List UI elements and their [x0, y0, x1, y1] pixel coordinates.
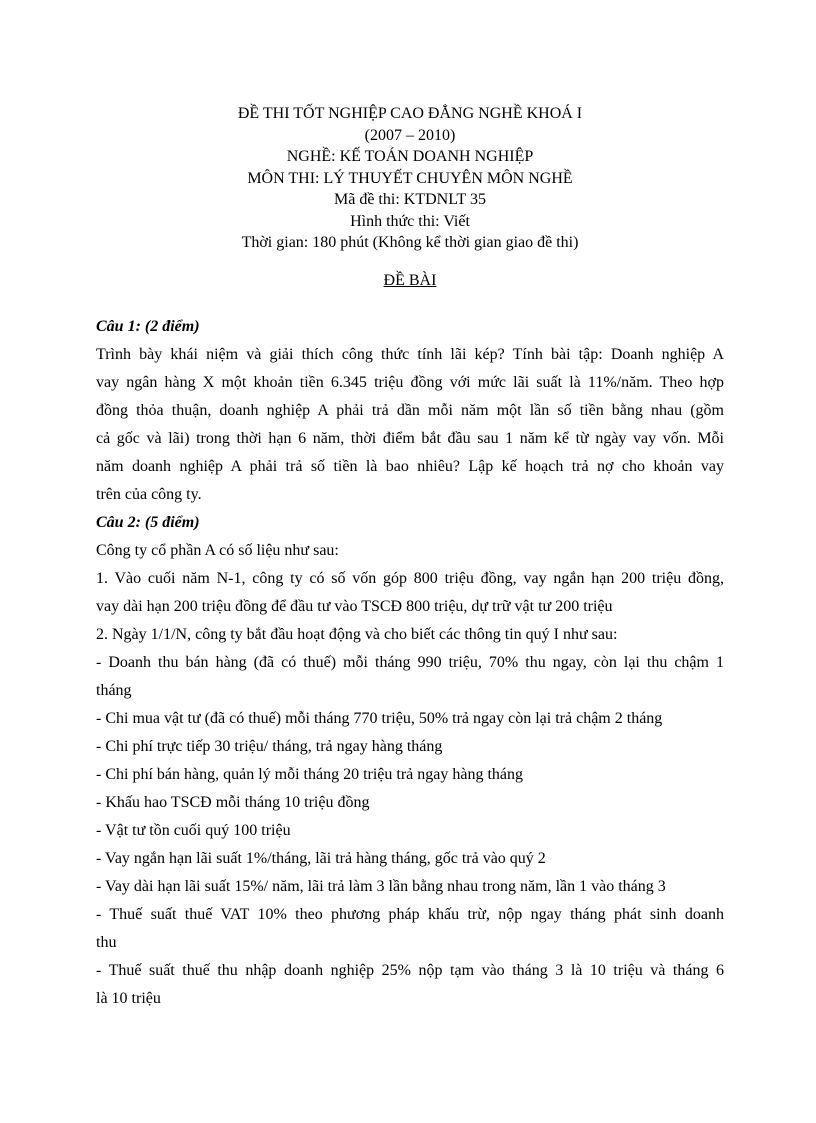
item-line: - Chi phí trực tiếp 30 triệu/ tháng, trả ngay hàng tháng — [96, 737, 443, 755]
question-2-item — [96, 649, 724, 705]
question-2-intro: Công ty cổ phần A có số liệu như sau: — [96, 541, 339, 559]
exam-code: Mã đề thi: KTDNLT 35 — [334, 191, 486, 208]
exam-title: ĐỀ THI TỐT NGHIỆP CAO ĐẲNG NGHỀ KHOÁ I — [237, 105, 583, 122]
exam-course-years: (2007 – 2010) — [364, 126, 456, 144]
question-1-line: đồng thỏa thuận, doanh nghiệp A phải trả dần mỗi năm một lần số tiền bằng nhau (gồm — [96, 401, 724, 419]
exam-header — [96, 103, 724, 254]
question-2-item — [96, 761, 724, 789]
question-1-line: cả gốc và lãi) trong thời hạn 6 năm, thời điểm bắt đầu sau 1 năm kể từ ngày vay vốn. Mỗi — [96, 429, 724, 447]
item-line: - Khấu hao TSCĐ mỗi tháng 10 triệu đồng — [96, 793, 370, 811]
question-2-item — [96, 705, 724, 733]
question-2-item — [96, 845, 724, 873]
item-line: là 10 triệu — [96, 989, 161, 1007]
exam-page — [96, 103, 724, 1013]
question-2-item — [96, 873, 724, 901]
question-1-line: vay ngân hàng X một khoản tiền 6.345 triệu đồng với mức lãi suất là 11%/năm. Theo hợp — [96, 373, 724, 391]
section-heading: ĐỀ BÀI — [383, 271, 437, 289]
question-2-item — [96, 621, 724, 649]
question-1-line: trên của công ty. — [96, 485, 202, 503]
exam-major: NGHỀ: KẾ TOÁN DOANH NGHIỆP — [286, 148, 534, 165]
item-line: - Thuế suất thuế VAT 10% theo phương pháp khấu trừ, nộp ngay tháng phát sinh doanh — [96, 905, 724, 923]
question-2-item — [96, 733, 724, 761]
question-1-title: Câu 1: (2 điểm) — [96, 317, 200, 335]
question-2-item — [96, 789, 724, 817]
item-line: thu — [96, 933, 117, 951]
item-line: tháng — [96, 681, 132, 699]
item-line: 1. Vào cuối năm N-1, công ty có số vốn góp 800 triệu đồng, vay ngắn hạn 200 triệu đồng, — [96, 569, 724, 587]
question-1-line: năm doanh nghiệp A phải trả số tiền là bao nhiêu? Lập kế hoạch trả nợ cho khoản vay — [96, 457, 724, 475]
item-line: - Chi mua vật tư (đã có thuế) mỗi tháng 770 triệu, 50% trả ngay còn lại trả chậm 2 tháng — [96, 709, 663, 727]
item-line: 2. Ngày 1/1/N, công ty bắt đầu hoạt động và cho biết các thông tin quý I như sau: — [96, 625, 618, 643]
question-2-item — [96, 817, 724, 845]
exam-format: Hình thức thi: Viết — [350, 212, 470, 230]
question-2-title: Câu 2: (5 điểm) — [96, 513, 200, 531]
item-line: - Thuế suất thuế thu nhập doanh nghiệp 25% nộp tạm vào tháng 3 là 10 triệu và tháng 6 — [96, 961, 724, 979]
question-2-item — [96, 957, 724, 1013]
question-1-body — [96, 341, 724, 509]
item-line: - Vay dài hạn lãi suất 15%/ năm, lãi trả làm 3 lần bằng nhau trong năm, lần 1 vào tháng 3 — [96, 877, 666, 895]
item-line: - Doanh thu bán hàng (đã có thuế) mỗi tháng 990 triệu, 70% thu ngay, còn lại thu chậm 1 — [96, 653, 724, 671]
item-line: vay dài hạn 200 triệu đồng để đầu tư vào TSCĐ 800 triệu, dự trữ vật tư 200 triệu — [96, 597, 613, 615]
item-line: - Chi phí bán hàng, quản lý mỗi tháng 20 triệu trả ngay hàng tháng — [96, 765, 524, 783]
item-line: - Vật tư tồn cuối quý 100 triệu — [96, 821, 291, 839]
exam-duration: Thời gian: 180 phút (Không kể thời gian giao đề thi) — [241, 234, 579, 251]
question-1-line: Trình bày khái niệm và giải thích công thức tính lãi kép? Tính bài tập: Doanh nghiệp A — [96, 345, 724, 363]
question-2-item — [96, 901, 724, 957]
exam-subject: MÔN THI: LÝ THUYẾT CHUYÊN MÔN NGHỀ — [247, 169, 573, 187]
question-2-item — [96, 565, 724, 621]
item-line: - Vay ngắn hạn lãi suất 1%/tháng, lãi trả hàng tháng, gốc trả vào quý 2 — [96, 849, 546, 867]
